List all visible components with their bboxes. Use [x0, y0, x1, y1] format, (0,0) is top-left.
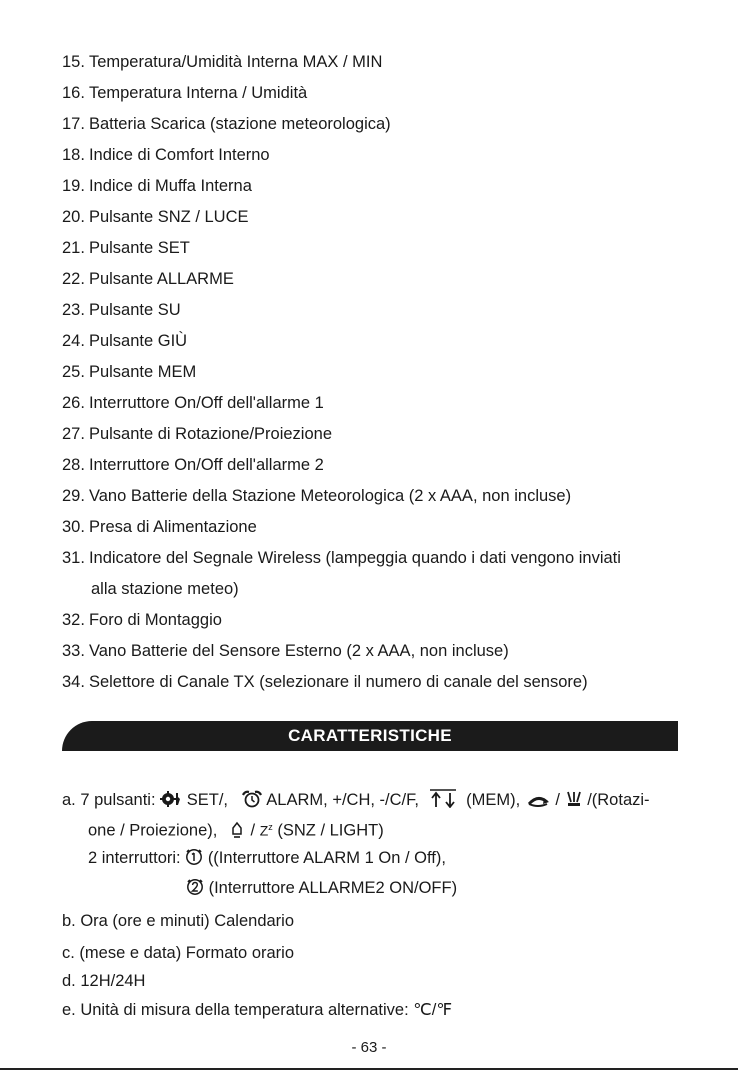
- list-item-text: Indice di Muffa Interna: [88, 177, 252, 195]
- list-item: [62, 486, 571, 506]
- list-item: [62, 300, 181, 320]
- feature-a-line2: one / Proiezione), / $Z^z$ (SNZ / LIGHT): [88, 817, 384, 844]
- feature-a-mem: (MEM),: [466, 791, 521, 809]
- bottom-rule: [0, 1068, 738, 1070]
- list-item-text: Interruttore On/Off dell'allarme 2: [88, 456, 324, 474]
- list-item-number: 18.: [62, 146, 85, 164]
- list-item-number: 33.: [62, 642, 85, 660]
- feature-e: e. Unità di misura della temperatura alternative: ℃/℉: [62, 1001, 453, 1019]
- list-item: [62, 548, 621, 568]
- list-item-text: Foro di Montaggio: [88, 611, 222, 629]
- list-item: [62, 610, 222, 630]
- list-item-text: Pulsante MEM: [88, 363, 197, 381]
- list-item: [62, 517, 257, 537]
- list-item: [62, 641, 509, 661]
- feature-a-line1: a. 7 pulsanti: SET/, ALARM, +/CH, -/C/F, (MEM), / /(Rotazi-: [62, 788, 650, 813]
- list-item-number: 16.: [62, 84, 85, 102]
- list-item: [62, 207, 249, 227]
- switches-prefix: 2 interruttori:: [88, 849, 181, 867]
- list-item-text: Pulsante SU: [88, 301, 181, 319]
- list-item-number: 30.: [62, 518, 85, 536]
- list-item: [62, 424, 332, 444]
- list-item: [62, 269, 234, 289]
- feature-a-prefix: a. 7 pulsanti:: [62, 791, 156, 809]
- circled-two-icon: [186, 878, 204, 901]
- list-item-number: 27.: [62, 425, 85, 443]
- list-item: [62, 145, 270, 165]
- gear-wrench-icon: [160, 790, 182, 813]
- list-item-number: 25.: [62, 363, 85, 381]
- list-item: [62, 455, 324, 475]
- feature-a-line4: [186, 878, 457, 901]
- list-item-text: Vano Batterie del Sensore Esterno (2 x AAA, non incluse): [88, 642, 509, 660]
- circled-one-icon: [185, 848, 203, 871]
- feature-a-cont: one / Proiezione),: [88, 821, 218, 840]
- list-item: [62, 52, 382, 72]
- list-item-text: Batteria Scarica (stazione meteorologica): [88, 115, 391, 133]
- page-number: - 63 -: [351, 1039, 387, 1056]
- feature-c: c. (mese e data) Formato orario: [62, 944, 294, 962]
- list-item-text: Temperatura/Umidità Interna MAX / MIN: [88, 53, 383, 71]
- rotate-icon: [525, 792, 551, 813]
- feature-d: d. 12H/24H: [62, 972, 146, 990]
- list-item: [62, 238, 190, 258]
- list-item-number: 34.: [62, 673, 85, 691]
- snooze-icon: $Z^z$: [259, 822, 273, 839]
- list-item-text: Pulsante GIÙ: [88, 332, 188, 350]
- list-item: [62, 672, 588, 692]
- list-item-number: 22.: [62, 270, 85, 288]
- feature-a-rot: /(Rotazi-: [587, 791, 650, 809]
- list-item: [62, 83, 307, 103]
- list-item-text: Indicatore del Segnale Wireless (lampeggia quando i dati vengono inviati: [88, 549, 621, 567]
- list-item-number: 26.: [62, 394, 85, 412]
- list-item-text: Presa di Alimentazione: [88, 518, 257, 536]
- feature-b: b. Ora (ore e minuti) Calendario: [62, 912, 295, 930]
- list-item-text: Indice di Comfort Interno: [88, 146, 270, 164]
- feature-a-set: SET/,: [186, 791, 229, 809]
- list-item: [62, 362, 196, 382]
- feature-a-snz: (SNZ / LIGHT): [277, 821, 384, 840]
- switch-alarm2-label: (Interruttore ALLARME2 ON/OFF): [208, 879, 458, 897]
- list-item-number: 29.: [62, 487, 85, 505]
- list-item-text: Interruttore On/Off dell'allarme 1: [88, 394, 324, 412]
- list-item-number: 32.: [62, 611, 85, 629]
- feature-a-alarm: ALARM, +/CH, -/C/F,: [266, 791, 419, 809]
- list-item-text: Temperatura Interna / Umidità: [88, 84, 308, 102]
- list-item: [62, 331, 187, 351]
- list-item-number: 28.: [62, 456, 85, 474]
- list-item: [62, 114, 391, 134]
- list-item: [62, 393, 324, 413]
- switch-alarm1-label: ((Interruttore ALARM 1 On / Off),: [207, 849, 446, 867]
- list-item-number: 19.: [62, 177, 85, 195]
- list-item-text: Selettore di Canale TX (selezionare il numero di canale del sensore): [88, 673, 588, 691]
- list-item-number: 17.: [62, 115, 85, 133]
- feature-a-line3: [88, 848, 446, 871]
- list-item-number: 20.: [62, 208, 85, 226]
- list-item: [62, 176, 252, 196]
- list-item-text: Pulsante di Rotazione/Proiezione: [88, 425, 333, 443]
- list-item-number: 24.: [62, 332, 85, 350]
- list-item-continuation: alla stazione meteo): [91, 580, 239, 598]
- list-item-text: Pulsante ALLARME: [88, 270, 234, 288]
- section-banner: [62, 721, 678, 751]
- alarm-clock-icon: [241, 790, 263, 813]
- list-item-number: 21.: [62, 239, 85, 257]
- section-title: CARATTERISTICHE: [288, 726, 452, 745]
- bulb-icon: [228, 821, 246, 844]
- list-item-number: 23.: [62, 301, 85, 319]
- list-item-number: 31.: [62, 549, 85, 567]
- list-item-number: 15.: [62, 53, 85, 71]
- list-item-text: Pulsante SET: [88, 239, 190, 257]
- up-down-arrows-icon: [428, 788, 458, 813]
- list-item-text: Pulsante SNZ / LUCE: [88, 208, 249, 226]
- projection-icon: [565, 790, 583, 813]
- list-item-text: Vano Batterie della Stazione Meteorologica (2 x AAA, non incluse): [88, 487, 572, 505]
